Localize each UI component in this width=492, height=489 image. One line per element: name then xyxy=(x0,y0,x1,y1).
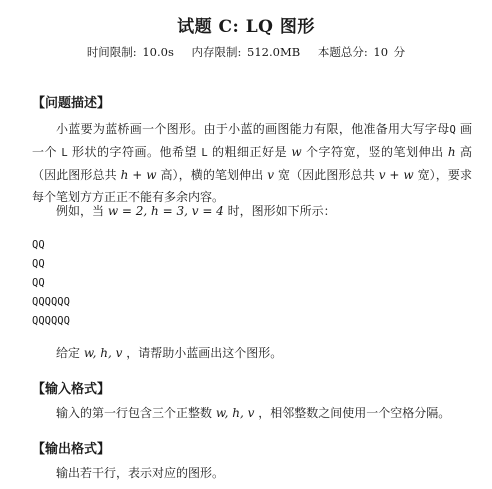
example-values: w = 2, h = 3, v = 4 xyxy=(107,204,224,218)
description-text: 高（因此图形总共 xyxy=(32,145,472,182)
example-line: QQ xyxy=(32,239,45,251)
task-vars: w, h, v xyxy=(83,346,123,360)
task-text: 给定 xyxy=(56,346,84,360)
problem-title: 试题 C: LQ 图形 xyxy=(177,17,315,37)
example-figure xyxy=(32,236,70,331)
problem-meta xyxy=(0,44,492,60)
section-heading-description: 【问题描述】 xyxy=(32,96,111,111)
example-line: QQQQQQ xyxy=(32,296,70,308)
task-text: ，请帮助小蓝画出这个图形。 xyxy=(122,346,283,360)
expr-h-plus-w: h + w xyxy=(120,168,157,182)
output-format-text: 输出若干行，表示对应的图形。 xyxy=(56,466,225,480)
example-text: 例如，当 xyxy=(56,204,108,218)
description-text: 的粗细正好是 xyxy=(207,145,292,159)
description-text: 形状的字符画。他希望 xyxy=(67,145,202,159)
example-line: QQ xyxy=(32,258,45,270)
var-w: w xyxy=(291,145,302,159)
description-text: 宽（因此图形总共 xyxy=(274,168,379,182)
description-text: 宽），要求每个笔划方方正正不能有多余内容。 xyxy=(32,168,472,204)
example-text: 时，图形如下所示： xyxy=(223,204,336,218)
example-line: QQQQQQ xyxy=(32,315,70,327)
memory-limit: 内存限制: 512.0MB xyxy=(191,45,301,59)
var-h: h xyxy=(447,145,456,159)
var-v: v xyxy=(267,168,275,182)
input-vars: w, h, v xyxy=(215,406,255,420)
section-heading-input: 【输入格式】 xyxy=(32,382,111,397)
section-heading-output: 【输出格式】 xyxy=(32,442,111,457)
example-intro xyxy=(32,200,472,222)
description-text: 个字符宽，竖的笔划伸出 xyxy=(301,145,448,159)
task-statement xyxy=(32,342,472,364)
letter-l: L xyxy=(201,147,208,159)
description-text: 高），横的笔划伸出 xyxy=(156,168,268,182)
letter-l: L xyxy=(61,147,68,159)
letter-q: Q xyxy=(449,124,456,136)
total-score: 本题总分: 10 分 xyxy=(317,45,406,59)
description-text: 画一个 xyxy=(32,122,472,159)
input-text: 输入的第一行包含三个正整数 xyxy=(56,406,216,420)
expr-v-plus-w: v + w xyxy=(378,168,414,182)
description-text: 小蓝要为蓝桥画一个图形。由于小蓝的画图能力有限，他准备用大写字母 xyxy=(56,122,450,136)
input-text: ，相邻整数之间使用一个空格分隔。 xyxy=(254,406,451,420)
input-format-text xyxy=(32,402,472,424)
example-line: QQ xyxy=(32,277,45,289)
time-limit: 时间限制: 10.0s xyxy=(86,45,174,59)
description-paragraph xyxy=(32,118,472,208)
